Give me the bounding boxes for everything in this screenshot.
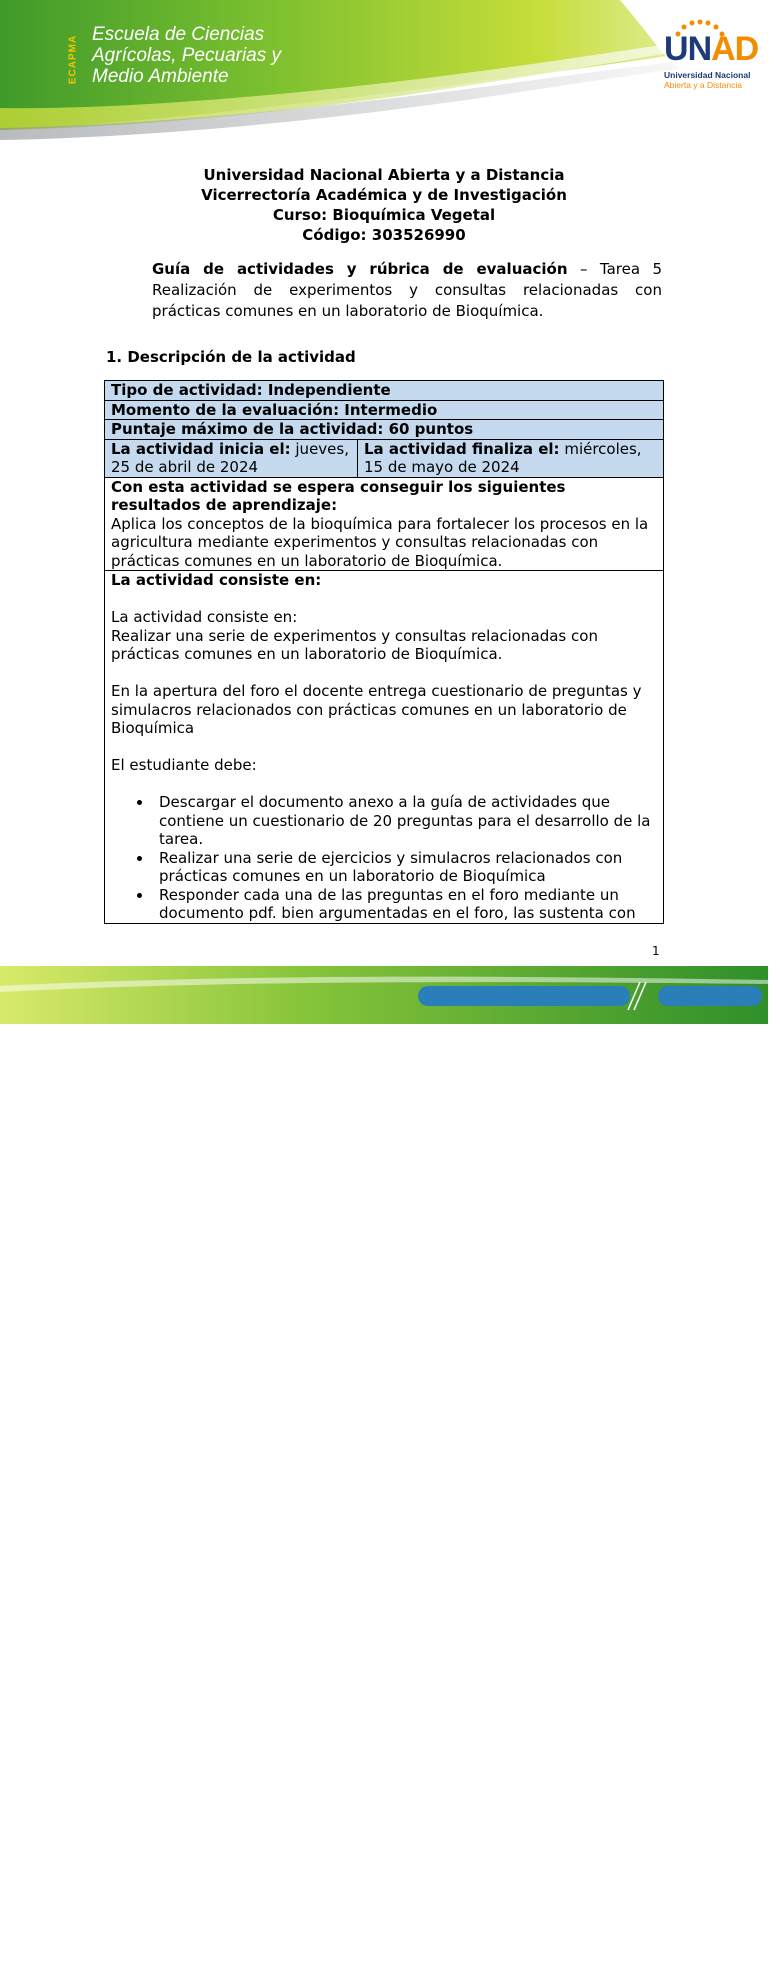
title-course: Curso: Bioquímica Vegetal [272,206,496,224]
table-row [105,439,664,477]
footer-copyright-notice: Prohibida su reproducción y copia sin autorización de la UNAD. [428,1958,625,1965]
guide-title [152,259,662,322]
evaluation-moment-cell: Momento de la evaluación: Intermedio [105,400,664,420]
activity-type-cell: Tipo de actividad: Independiente [105,381,664,401]
school-name [92,24,281,87]
learning-outcomes-cell [105,477,664,571]
activity-table [104,380,664,924]
header-banner [0,0,768,145]
title-vicerrectoria: Vicerrectoría Académica y de Investigación [201,186,567,204]
school-line-2: Agrícolas, Pecuarias y [92,45,282,66]
school-line-3: Medio Ambiente [92,66,229,87]
logo-letters-ad: AD [711,30,759,68]
end-date-cell [358,439,664,477]
table-row [105,477,664,571]
logo-letter-n: N [687,30,712,68]
list-item: • Descargar el documento anexo a la guía de actividades que contiene un cuestionario de 20 preguntas para el desarrollo de la tarea. [153,793,657,849]
title-university: Universidad Nacional Abierta y a Distancia [203,166,565,184]
activity-description-p2: Realizar una serie de experimentos y consultas relacionadas con prácticas comunes en un laboratorio de Bioquímica. [111,626,598,663]
logo-subtitle-line-1: Universidad Nacional [664,70,751,80]
activity-description-title: La actividad consiste en: [111,571,322,589]
activity-description-p1: La actividad consiste en: [111,608,298,626]
footer-rights: UNAD © 2020 derechos reservados. [668,1958,782,1965]
document-titles [0,165,768,245]
table-row [105,420,664,440]
ecapma-text: ECAPMA [67,34,79,85]
logo-letter-u: U [664,30,688,68]
end-date-value: miércoles, 15 de mayo de 2024 [364,439,642,476]
section-heading: 1. Descripción de la actividad [106,348,356,366]
start-date-value: jueves, 25 de abril de 2024 [111,439,349,476]
activity-description-cell [105,571,664,924]
table-row [105,381,664,401]
logo-subtitle-line-2: Abierta y a Distancia [664,80,742,90]
activity-description-p4: El estudiante debe: [111,756,257,774]
logo-subtitle [664,70,750,90]
learning-outcomes-text: Aplica los conceptos de la bioquímica para fortalecer los procesos en la agricultura mediante experimentos y consultas relacionadas con prácticas comunes en un laboratorio de Bioquímica. [111,514,649,570]
activity-description-p3: En la apertura del foro el docente entrega cuestionario de preguntas y simulacros relacionados con prácticas comunes en un laboratorio de Bioquímica [111,682,642,737]
list-item: • Responder cada una de las preguntas en el foro mediante un documento pdf. bien argumentadas en el foro, las sustenta con [153,886,657,923]
table-row [105,400,664,420]
school-line-1: Escuela de Ciencias [92,24,265,45]
footer-banner [0,966,782,1965]
max-score-cell: Puntaje máximo de la actividad: 60 puntos [105,420,664,440]
learning-outcomes-title: Con esta actividad se espera conseguir los siguientes resultados de aprendizaje: [111,477,566,514]
page-number: 1 [652,944,660,958]
logo-wordmark [664,30,758,69]
unad-logo [660,18,760,98]
ecapma-side-label [64,24,82,102]
end-date-label: La actividad finaliza el: [364,439,560,458]
footer-swoosh-graphic [0,966,768,1024]
guide-title-bold: Guía de actividades y rúbrica de evaluación [152,260,568,278]
start-date-cell [105,439,358,477]
table-row [105,571,664,924]
student-steps-list [111,793,657,923]
guide-title-rest: – Tarea 5 Realización de experimentos y consultas relacionadas con prácticas comunes en un laboratorio de Bioquímica. [152,260,663,320]
list-item: • Realizar una serie de ejercicios y simulacros relacionados con prácticas comunes en un laboratorio de Bioquímica [153,849,657,886]
start-date-label: La actividad inicia el: [111,439,291,458]
title-code: Código: 303526990 [302,226,466,244]
